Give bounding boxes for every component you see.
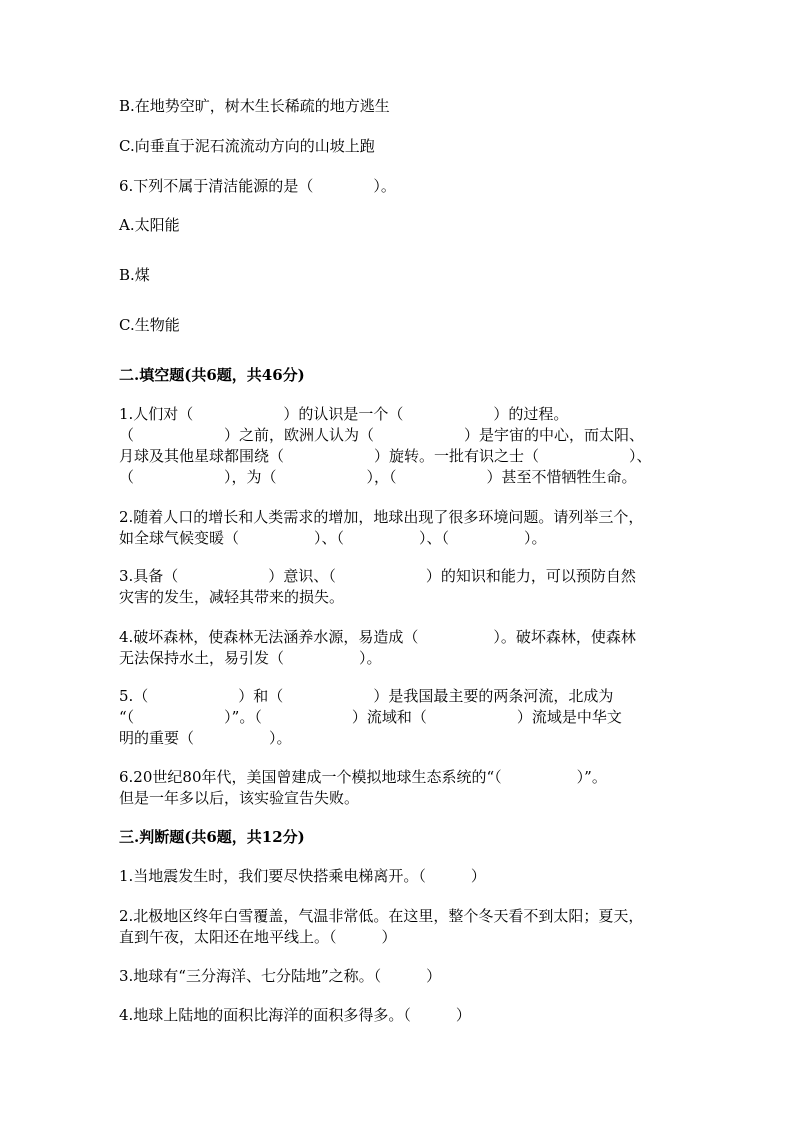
fill-q1-line4: （ ），为（ ），（ ）甚至不惜牺牲生命。 — [119, 468, 637, 486]
fill-q5-line1: 5.（ ）和（ ）是我国最主要的两条河流，北成为 — [119, 687, 614, 705]
question-6-option-b: B.煤 — [119, 266, 150, 284]
question-6-stem: 6.下列不属于清洁能源的是（ ）。 — [119, 177, 396, 195]
fill-q4-line2: 无法保持水土，易引发（ ）。 — [119, 649, 382, 667]
judge-q3: 3.地球有“三分海洋、七分陆地”之称。（ ） — [119, 967, 442, 985]
fill-q6-line1: 6.20世纪80年代，美国曾建成一个模拟地球生态系统的“（ ）”。 — [119, 768, 607, 786]
option-b-text: B.在地势空旷，树木生长稀疏的地方逃生 — [119, 97, 390, 115]
section-2-heading: 二.填空题(共6题，共46分) — [119, 366, 305, 384]
fill-q6-line2: 但是一年多以后，该实验宣告失败。 — [119, 789, 360, 807]
fill-q1-line1: 1.人们对（ ）的认识是一个（ ）的过程。 — [119, 405, 569, 423]
fill-q1-line2: （ ）之前，欧洲人认为（ ）是宇宙的中心，而太阳、 — [119, 426, 645, 444]
section-3-heading: 三.判断题(共6题，共12分) — [119, 828, 305, 846]
fill-q4-line1: 4.破坏森林，使森林无法涵养水源，易造成（ ）。破坏森林，使森林 — [119, 628, 636, 646]
judge-q1: 1.当地震发生时，我们要尽快搭乘电梯离开。（ ） — [119, 867, 486, 885]
fill-q3-line1: 3.具备（ ）意识、（ ）的知识和能力，可以预防自然 — [119, 567, 636, 585]
judge-q4: 4.地球上陆地的面积比海洋的面积多得多。（ ） — [119, 1006, 471, 1024]
question-6-option-c: C.生物能 — [119, 316, 180, 334]
fill-q5-line3: 明的重要（ ）。 — [119, 729, 292, 747]
judge-q2-line2: 直到午夜，太阳还在地平线上。（ ） — [119, 928, 397, 946]
fill-q2-line1: 2.随着人口的增长和人类需求的增加，地球出现了很多环境问题。请列举三个， — [119, 508, 644, 526]
question-6-option-a: A.太阳能 — [119, 216, 180, 234]
fill-q3-line2: 灾害的发生，减轻其带来的损失。 — [119, 588, 345, 606]
option-c-text: C.向垂直于泥石流流动方向的山坡上跑 — [119, 137, 375, 155]
fill-q1-line3: 月球及其他星球都围绕（ ）旋转。一批有识之士（ ）、 — [119, 447, 652, 465]
fill-q2-line2: 如全球气候变暖（ ）、（ ）、（ ）。 — [119, 529, 547, 547]
fill-q5-line2: “（ ）”。（ ）流域和（ ）流域是中华文 — [119, 708, 622, 726]
judge-q2-line1: 2.北极地区终年白雪覆盖，气温非常低。在这里，整个冬天看不到太阳；夏天， — [119, 907, 644, 925]
